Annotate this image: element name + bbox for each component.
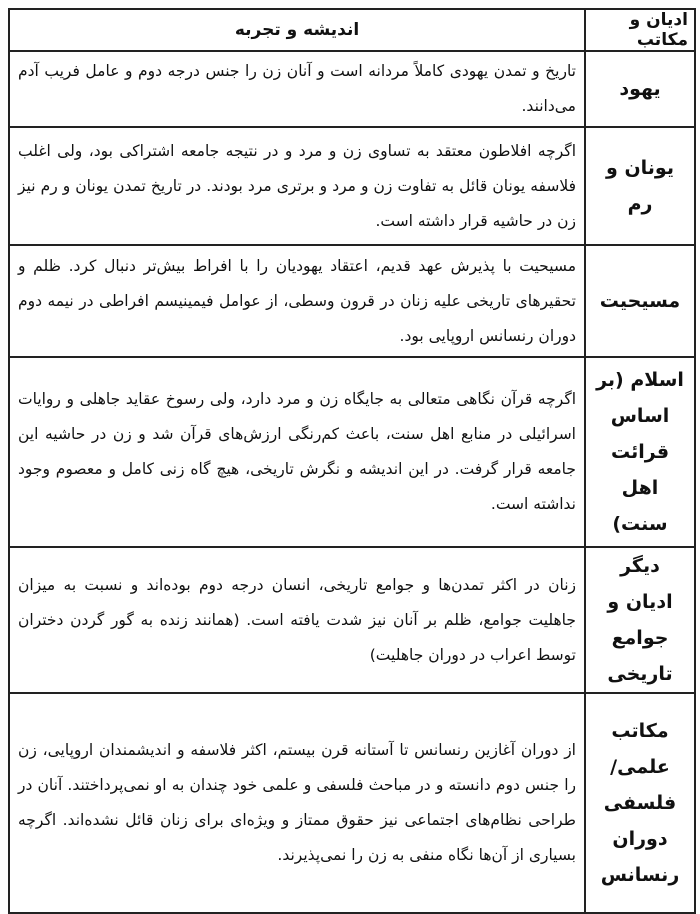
row-topic: یونان و رم	[585, 127, 695, 245]
row-text: اگرچه قرآن نگاهی متعالی به جایگاه زن و مرد دارد، ولی رسوخ عقاید جاهلی و روایات اسرائیلی در منابع اهل سنت، باعث کم‌رنگی ارزش‌های قرآن شد و زن در حاشیه این جامعه قرار گرفت. در این اندیشه و نگرش تاریخی، هیچ گاه زنی کامل و معصوم وجود نداشته است.	[9, 357, 585, 547]
row-text: مسیحیت با پذیرش عهد قدیم، اعتقاد یهودیان را با افراط بیش‌تر دنبال کرد. ظلم و تحقیرهای تاریخی علیه زنان در قرون وسطی، از عوامل فیمینیسم افراطی در نیمه دوم دوران رنسانس اروپایی بود.	[9, 245, 585, 357]
row-text: اگرچه افلاطون معتقد به تساوی زن و مرد و در نتیجه جامعه اشتراکی بود، ولی اغلب فلاسفه یونان قائل به تفاوت زن و مرد و برتری مرد بودند. در تاریخ تمدن یونان و رم نیز زن در حاشیه قرار داشته است.	[9, 127, 585, 245]
table-row	[9, 245, 695, 357]
header-religions-schools: ادیان و مکاتب	[585, 9, 695, 51]
table-row	[9, 693, 695, 913]
table-row	[9, 357, 695, 547]
table-row	[9, 51, 695, 127]
row-topic: یهود	[585, 51, 695, 127]
table-row	[9, 547, 695, 693]
row-text: از دوران آغازین رنسانس تا آستانه قرن بیستم، اکثر فلاسفه و اندیشمندان اروپایی، زن را جنس دوم دانسته و در مباحث فلسفی و علمی خود چندان به او نمی‌پرداختند. آنان در طراحی نظام‌های اجتماعی نیز حقوق ممتاز و ویژه‌ای برای زنان قائل نشده‌اند. اگرچه بسیاری از آن‌ها نگاه منفی به زن را نمی‌پذیرند.	[9, 693, 585, 913]
row-topic: اسلام (بر اساس قرائت اهل سنت)	[585, 357, 695, 547]
row-topic: مسیحیت	[585, 245, 695, 357]
row-topic: مکاتب علمی/فلسفی دوران رنسانس	[585, 693, 695, 913]
row-text: زنان در اکثر تمدن‌ها و جوامع تاریخی، انسان درجه دوم بوده‌اند و نسبت به میزان جاهلیت جوامع، ظلم بر آنان نیز شدت یافته است. (همانند زنده به گور گردن دختران توسط اعراب در دوران جاهلیت)	[9, 547, 585, 693]
religions-thought-table	[8, 8, 696, 914]
row-text: تاریخ و تمدن یهودی کاملاً مردانه است و آنان زن را جنس درجه دوم و عامل فریب آدم می‌دانند.	[9, 51, 585, 127]
row-topic: دیگر ادیان و جوامع تاریخی	[585, 547, 695, 693]
header-thought-experience: اندیشه و تجربه	[9, 9, 585, 51]
table-header-row	[9, 9, 695, 51]
table-row	[9, 127, 695, 245]
